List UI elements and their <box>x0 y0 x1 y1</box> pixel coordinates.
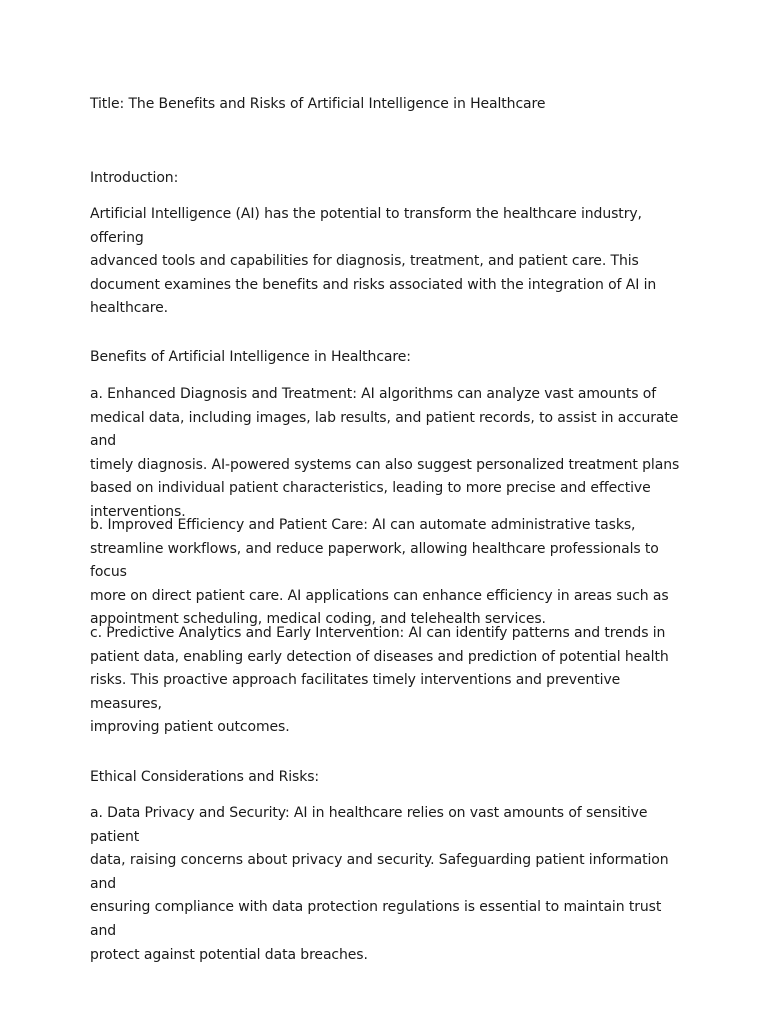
risks-heading: Ethical Considerations and Risks: <box>90 769 320 785</box>
benefit-item-b: b. Improved Efficiency and Patient Care: AI can automate administrative tasks, streamline workflows, and reduce paperwork, allowing healthcare professionals to focus more on direct patient care. AI applications can enhance efficiency in areas such as appointment scheduling, medical coding, and telehealth services. <box>90 517 669 628</box>
intro-heading: Introduction: <box>90 170 179 186</box>
intro-paragraph: Artificial Intelligence (AI) has the potential to transform the healthcare industry, offering advanced tools and capabilities for diagnosis, treatment, and patient care. This document examines the benefits and risks associated with the integration of AI in healthcare. <box>90 206 657 317</box>
document-title: Title: The Benefits and Risks of Artificial Intelligence in Healthcare <box>90 96 546 112</box>
benefits-heading: Benefits of Artificial Intelligence in Healthcare: <box>90 349 411 365</box>
benefit-item-a: a. Enhanced Diagnosis and Treatment: AI algorithms can analyze vast amounts of medical data, including images, lab results, and patient records, to assist in accurate and timely diagnosis. AI-powered systems can also suggest personalized treatment plans based on individual patient characteristics, leading to more precise and effective interventions. <box>90 386 680 520</box>
benefit-item-c: c. Predictive Analytics and Early Intervention: AI can identify patterns and trends in patient data, enabling early detection of diseases and prediction of potential health risks. This proactive approach facilitates timely interventions and preventive measures, improving patient outcomes. <box>90 625 669 736</box>
risk-item-a: a. Data Privacy and Security: AI in healthcare relies on vast amounts of sensitive patient data, raising concerns about privacy and security. Safeguarding patient information and ensuring compliance with data protection regulations is essential to maintain trust and protect against potential data breaches. <box>90 805 669 963</box>
